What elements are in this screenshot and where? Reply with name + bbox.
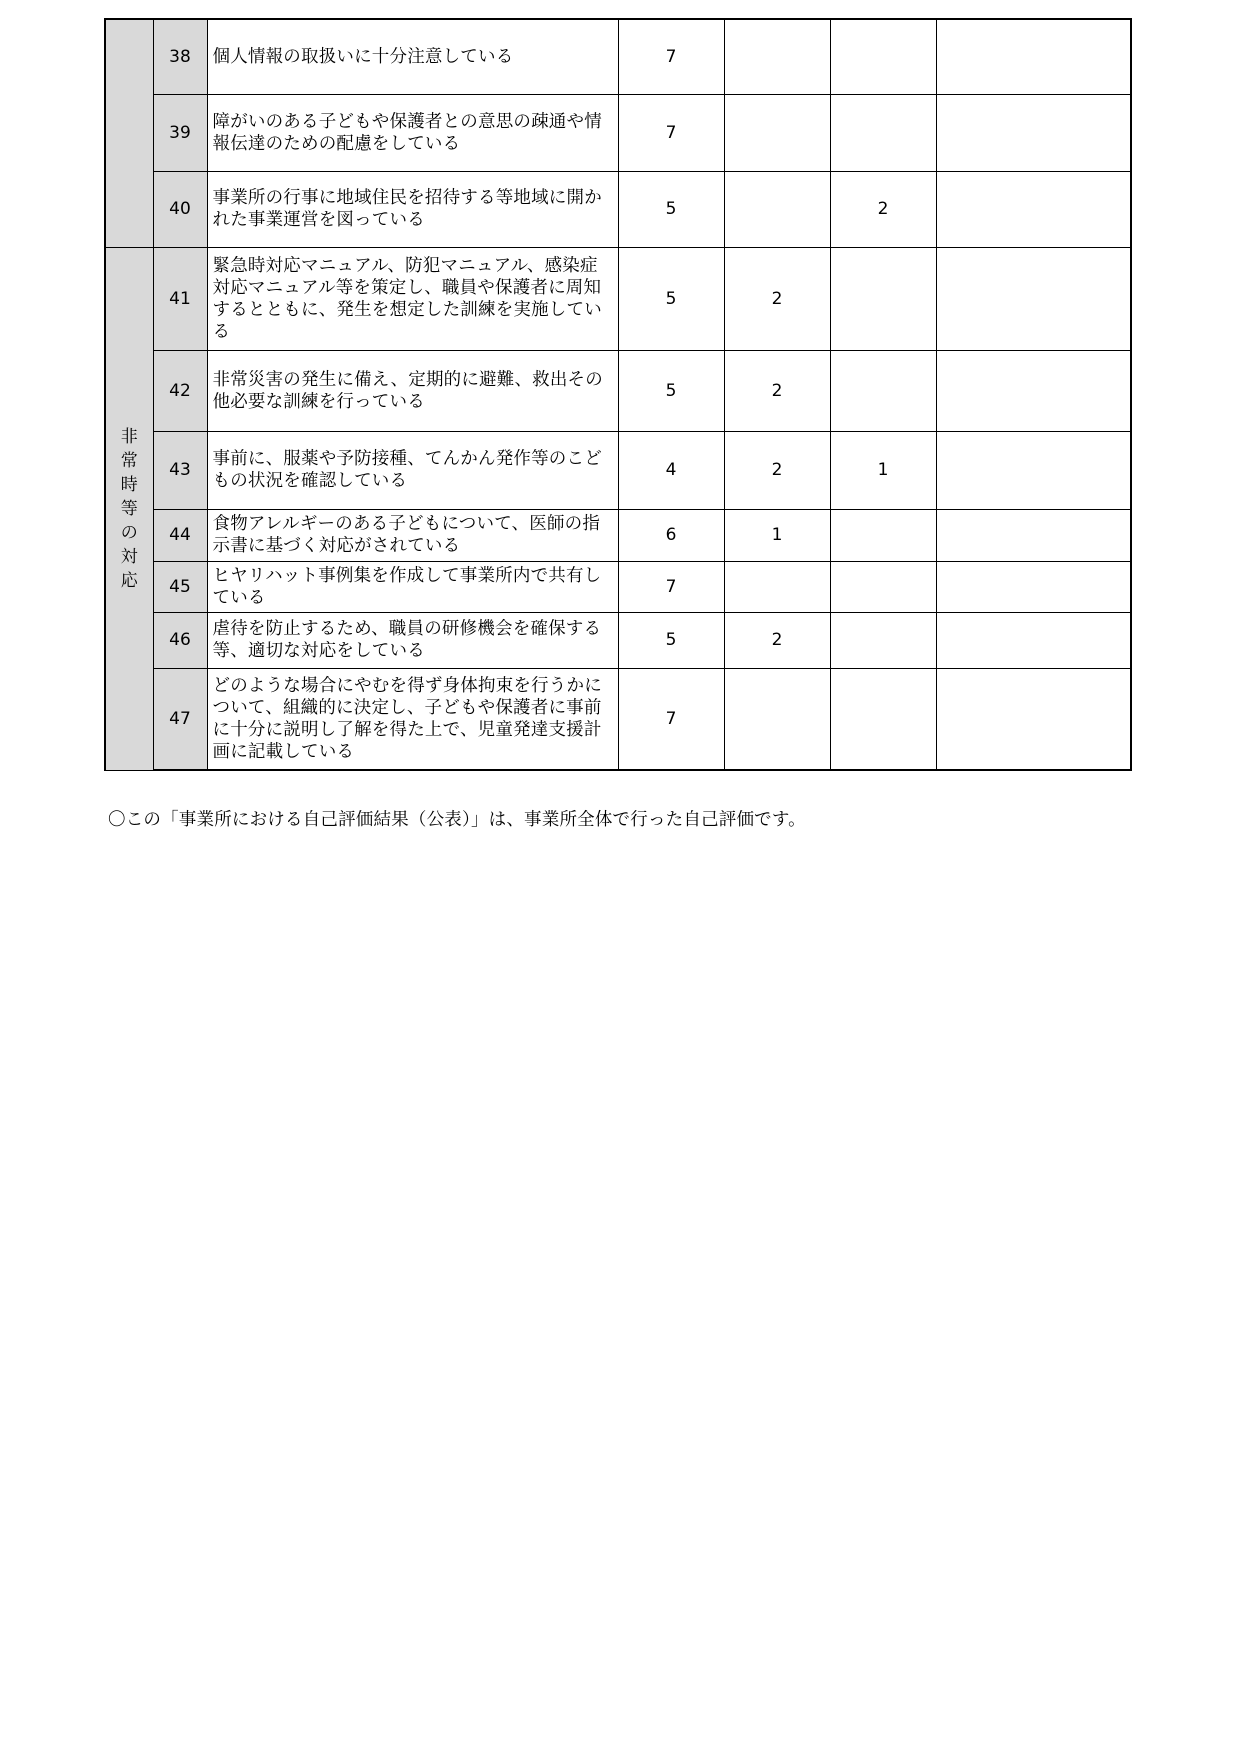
item-text: 個人情報の取扱いに十分注意している [207,19,618,94]
remarks-cell [936,668,1131,770]
answer-no-count [830,612,936,668]
item-number: 40 [153,171,207,247]
answer-partial-count [724,668,830,770]
item-number: 45 [153,561,207,612]
item-number: 41 [153,247,207,350]
item-number: 39 [153,94,207,171]
category-label: 非常時等の対応 [120,426,138,591]
item-number: 43 [153,431,207,509]
answer-yes-count: 5 [618,350,724,431]
answer-partial-count [724,171,830,247]
table-row [105,509,1131,561]
remarks-cell [936,171,1131,247]
answer-no-count [830,509,936,561]
remarks-cell [936,431,1131,509]
answer-partial-count: 2 [724,350,830,431]
item-text: どのような場合にやむを得ず身体拘束を行うかについて、組織的に決定し、子どもや保護者に事前に十分に説明し了解を得た上で、児童発達支援計画に記載している [207,668,618,770]
answer-no-count: 1 [830,431,936,509]
answer-yes-count: 6 [618,509,724,561]
item-text: 食物アレルギーのある子どもについて、医師の指示書に基づく対応がされている [207,509,618,561]
answer-partial-count [724,19,830,94]
item-number: 38 [153,19,207,94]
table-row [105,668,1131,770]
answer-yes-count: 5 [618,171,724,247]
remarks-cell [936,509,1131,561]
table-row [105,431,1131,509]
item-text: 非常災害の発生に備え、定期的に避難、救出その他必要な訓練を行っている [207,350,618,431]
table-row [105,350,1131,431]
answer-yes-count: 7 [618,668,724,770]
answer-no-count [830,19,936,94]
category-cell [105,19,153,247]
item-number: 46 [153,612,207,668]
item-text: 事業所の行事に地域住民を招待する等地域に開かれた事業運営を図っている [207,171,618,247]
answer-no-count [830,247,936,350]
table-row [105,247,1131,350]
answer-no-count [830,350,936,431]
item-number: 42 [153,350,207,431]
category-cell [105,247,153,770]
item-text: 緊急時対応マニュアル、防犯マニュアル、感染症対応マニュアル等を策定し、職員や保護者に周知するとともに、発生を想定した訓練を実施している [207,247,618,350]
item-number: 47 [153,668,207,770]
answer-yes-count: 7 [618,94,724,171]
remarks-cell [936,94,1131,171]
item-text: 虐待を防止するため、職員の研修機会を確保する等、適切な対応をしている [207,612,618,668]
answer-yes-count: 4 [618,431,724,509]
answer-yes-count: 5 [618,247,724,350]
remarks-cell [936,612,1131,668]
table-row [105,171,1131,247]
remarks-cell [936,19,1131,94]
answer-yes-count: 7 [618,561,724,612]
table-row [105,94,1131,171]
answer-partial-count: 1 [724,509,830,561]
answer-partial-count: 2 [724,612,830,668]
answer-partial-count [724,561,830,612]
item-text: 事前に、服薬や予防接種、てんかん発作等のこどもの状況を確認している [207,431,618,509]
answer-no-count [830,94,936,171]
table-row [105,19,1131,94]
footnote: 〇この「事業所における自己評価結果（公表）」は、事業所全体で行った自己評価です。 [108,810,806,830]
evaluation-table [104,18,1132,771]
item-text: 障がいのある子どもや保護者との意思の疎通や情報伝達のための配慮をしている [207,94,618,171]
answer-no-count: 2 [830,171,936,247]
answer-yes-count: 5 [618,612,724,668]
table-row [105,561,1131,612]
table-row [105,612,1131,668]
answer-partial-count [724,94,830,171]
remarks-cell [936,247,1131,350]
item-text: ヒヤリハット事例集を作成して事業所内で共有している [207,561,618,612]
item-number: 44 [153,509,207,561]
remarks-cell [936,350,1131,431]
answer-partial-count: 2 [724,431,830,509]
answer-no-count [830,561,936,612]
remarks-cell [936,561,1131,612]
answer-yes-count: 7 [618,19,724,94]
answer-partial-count: 2 [724,247,830,350]
answer-no-count [830,668,936,770]
